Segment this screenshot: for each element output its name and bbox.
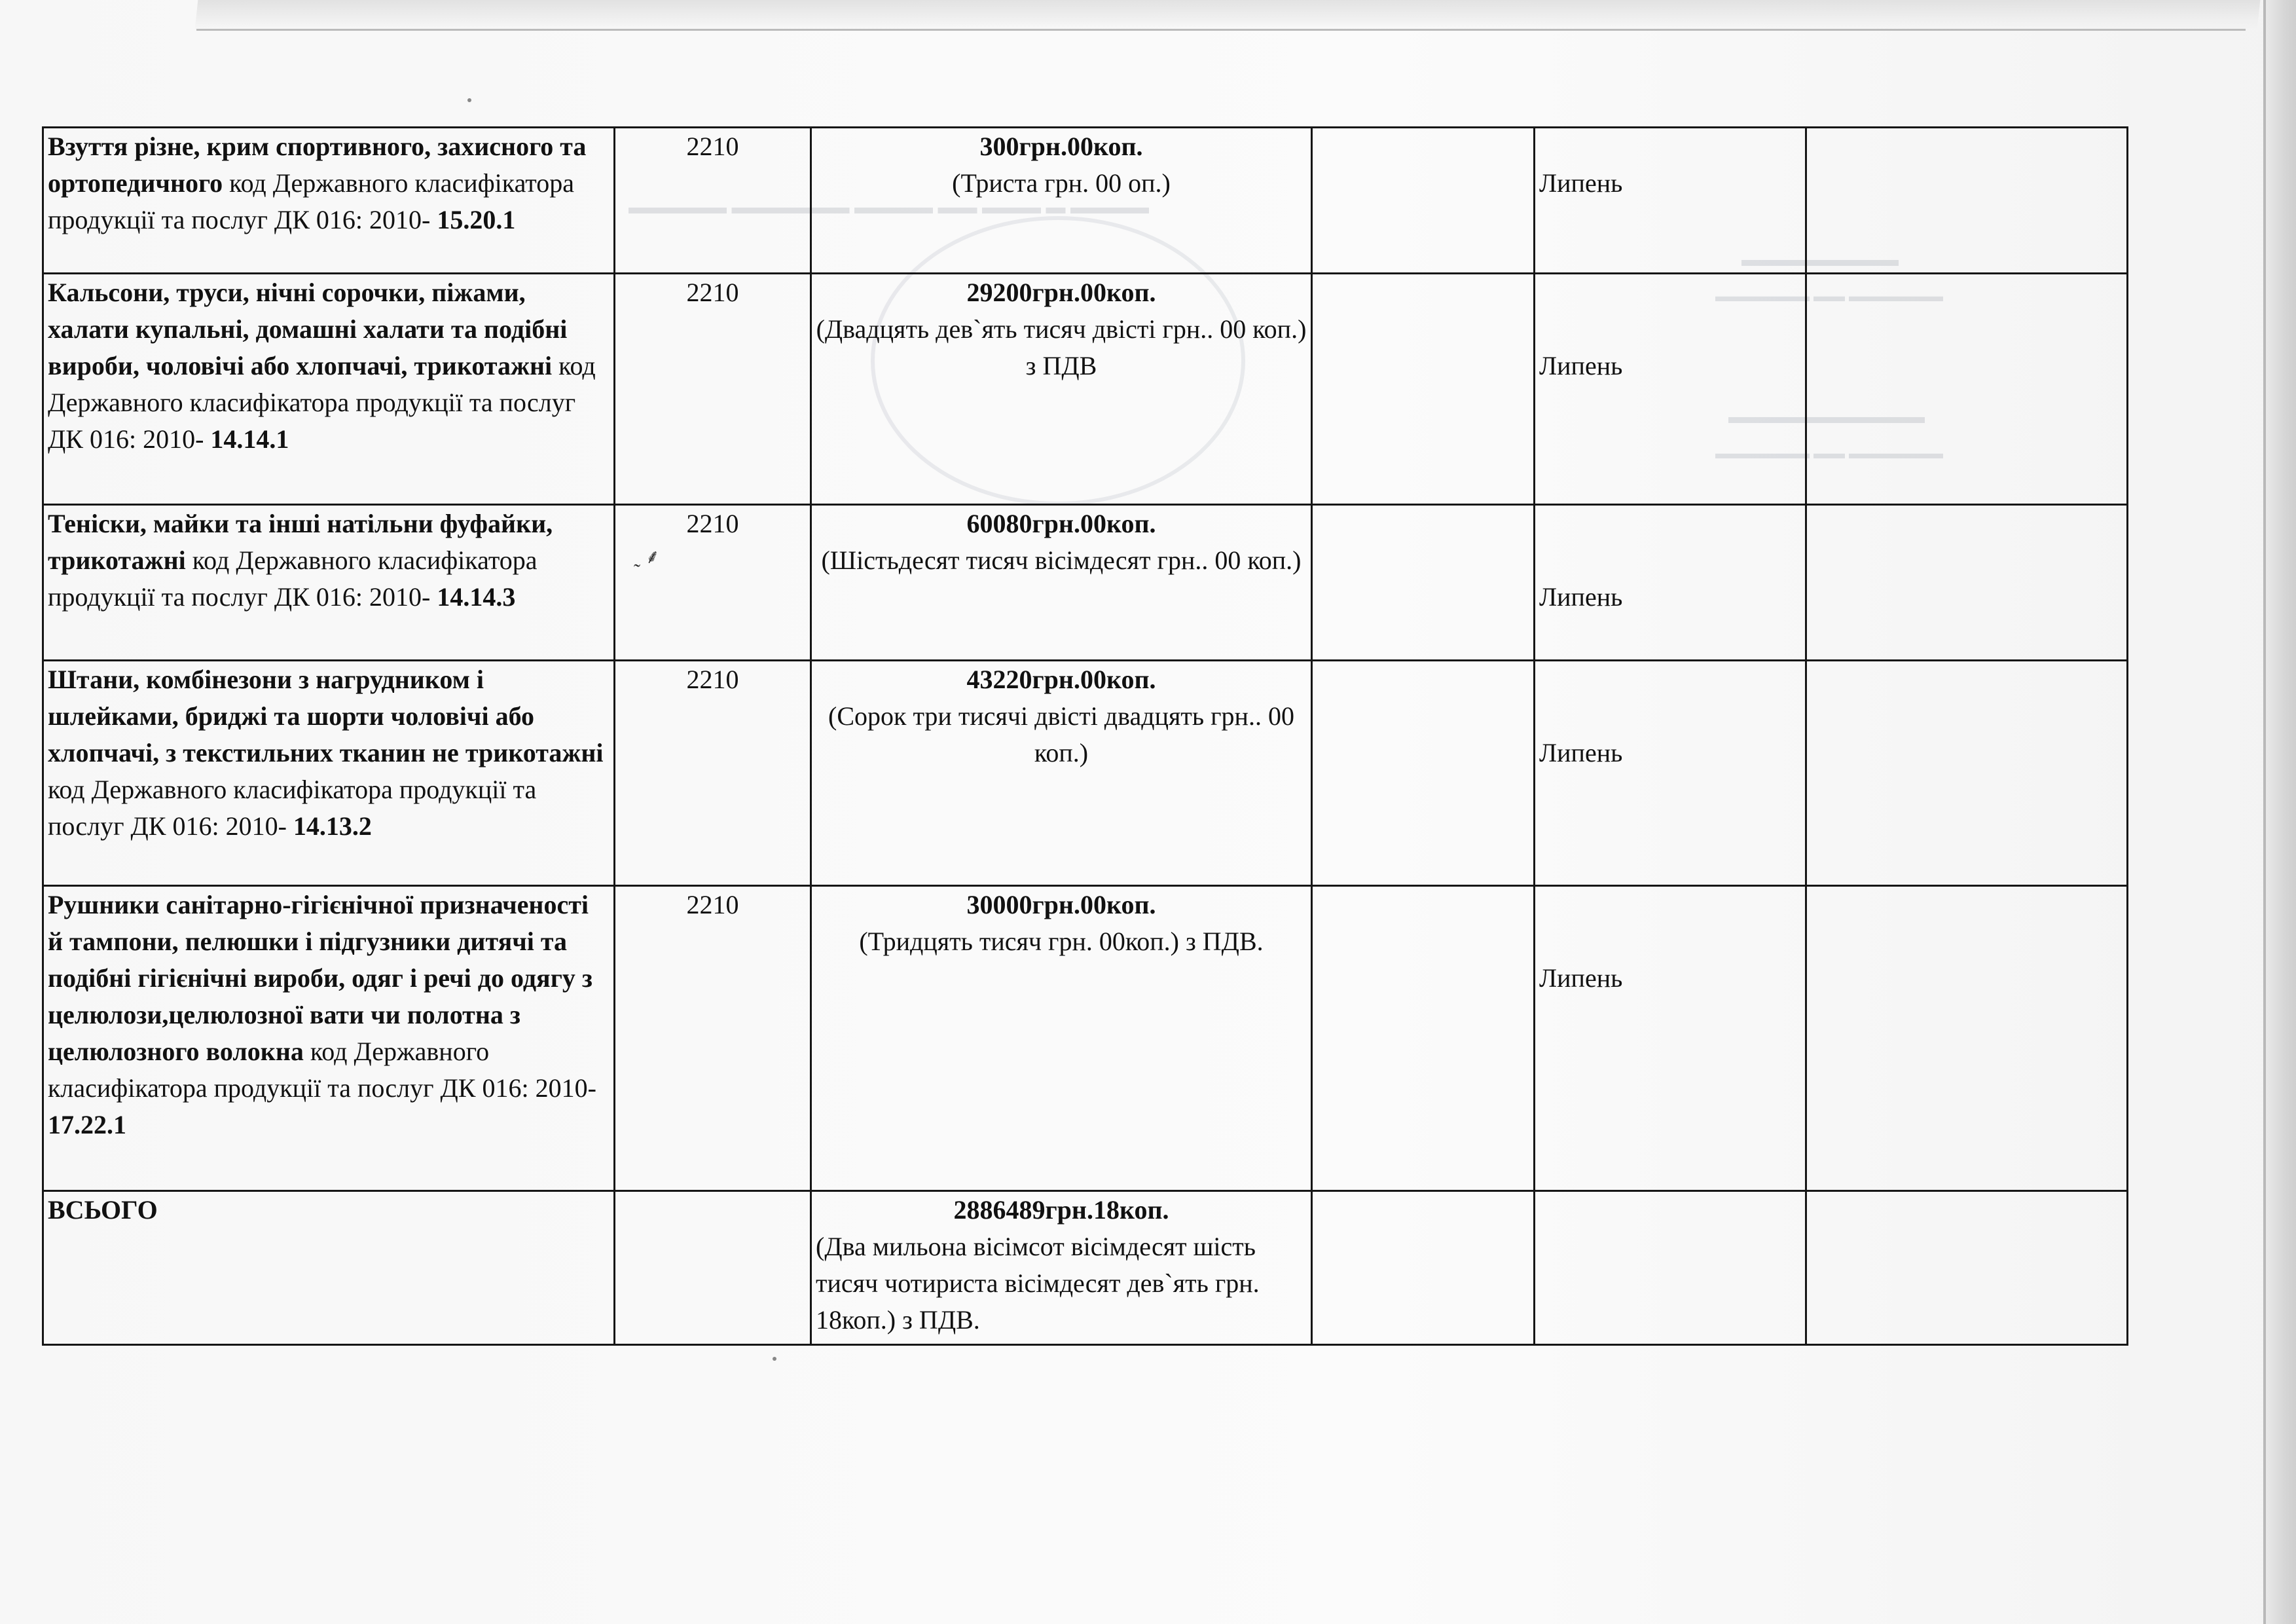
total-amount-cell [811, 1191, 1312, 1345]
empty-cell [615, 1191, 811, 1345]
empty-cell [1806, 886, 2128, 1191]
procurement-table [42, 126, 2128, 1346]
item-name-cell [43, 505, 615, 661]
amount-value: 43220грн.00коп. [966, 665, 1156, 694]
item-name-cell [43, 886, 615, 1191]
item-name-plain: код Державного класифікатора продукції та послуг ДК 016: 2010- [48, 168, 574, 234]
table-row [43, 128, 2128, 274]
item-name-plain: код Державного класифікатора продукції та послуг ДК 016: 2010- [48, 545, 538, 612]
kekv-cell: 2210 [615, 661, 811, 886]
bleed-through-text: ▬▬▬▬▬▬ ▬▬ ▬▬▬▬▬▬ [1715, 445, 1943, 462]
term-cell [1535, 886, 1806, 1191]
total-row [43, 1191, 2128, 1345]
term-value: Липень [1539, 351, 1623, 380]
empty-cell [1312, 886, 1535, 1191]
amount-words: (Триста грн. 00 оп.) [952, 168, 1171, 198]
ink-smudge: ˷ ⸙ [634, 546, 660, 568]
term-cell [1535, 274, 1806, 505]
total-label-cell [43, 1191, 615, 1345]
amount-value: 60080грн.00коп. [966, 509, 1156, 538]
item-code: 17.22.1 [48, 1110, 126, 1139]
kekv-cell: 2210 [615, 274, 811, 505]
empty-cell [1535, 1191, 1806, 1345]
empty-cell [1806, 274, 2128, 505]
table-row [43, 886, 2128, 1191]
bleed-through-text: ▬▬▬▬▬▬▬▬ [1741, 249, 1899, 270]
term-cell [1535, 505, 1806, 661]
kekv-cell: 2210 [615, 128, 811, 274]
amount-cell [811, 274, 1312, 505]
empty-cell [1806, 1191, 2128, 1345]
amount-cell [811, 886, 1312, 1191]
item-name-cell [43, 274, 615, 505]
empty-cell [1806, 128, 2128, 274]
bleed-through-text: ▬▬▬▬▬ ▬▬▬▬▬▬ ▬▬▬▬ ▬▬ ▬▬▬ ▬ ▬▬▬▬ [629, 196, 1149, 218]
kekv-cell: 2210 [615, 505, 811, 661]
item-name-cell [43, 661, 615, 886]
term-cell [1535, 128, 1806, 274]
item-code: 14.14.1 [210, 424, 289, 454]
amount-cell [811, 661, 1312, 886]
total-amount-words: (Два мильона вісімсот вісімдесят шість тисяч чотириста вісімдесят дев`ять грн. 18коп.) з ПДВ. [816, 1232, 1260, 1335]
item-code: 14.13.2 [293, 811, 372, 841]
page-fold-shadow [195, 0, 2261, 30]
empty-cell [1312, 505, 1535, 661]
item-name-plain: код Державного класифікатора продукції та послуг ДК 016: 2010- [48, 351, 596, 454]
empty-cell [1312, 1191, 1535, 1345]
amount-cell [811, 505, 1312, 661]
amount-value: 30000грн.00коп. [966, 890, 1156, 919]
item-name-plain: код Державного класифікатора продукції та послуг ДК 016: 2010- [48, 1037, 596, 1103]
empty-cell [1312, 661, 1535, 886]
item-name-cell [43, 128, 615, 274]
item-name-bold: Кальсони, труси, нічні сорочки, піжами, халати купальні, домашні халати та подібні вироби, чоловічі або хлопчачі, трикотажні [48, 278, 568, 380]
scan-speck [773, 1357, 776, 1361]
empty-cell [1312, 128, 1535, 274]
term-value: Липень [1539, 963, 1623, 993]
amount-words: (Шістьдесят тисяч вісімдесят грн.. 00 коп.) [821, 545, 1302, 575]
item-name-bold: Рушники санітарно-гігієнічної призначеності й тампони, пелюшки і підгузники дитячі та подібні гігієнічні вироби, одяг і речі до одягу з целюлози,целюлозної вати чи полотна з целюлозного волокна [48, 890, 592, 1066]
total-amount: 2886489грн.18коп. [953, 1195, 1169, 1225]
empty-cell [1806, 505, 2128, 661]
item-code: 14.14.3 [437, 582, 516, 612]
term-value: Липень [1539, 168, 1623, 198]
amount-words: (Тридцять тисяч грн. 00коп.) з ПДВ. [859, 927, 1264, 956]
page-edge-line [2263, 0, 2266, 1624]
term-value: Липень [1539, 582, 1623, 612]
table-row [43, 505, 2128, 661]
total-label: ВСЬОГО [48, 1195, 158, 1225]
amount-cell [811, 128, 1312, 274]
table-row [43, 661, 2128, 886]
scan-speck [467, 98, 471, 102]
item-code: 15.20.1 [437, 205, 516, 234]
term-value: Липень [1539, 738, 1623, 767]
table-row [43, 274, 2128, 505]
empty-cell [1806, 661, 2128, 886]
amount-words: (Двадцять дев`ять тисяч двісті грн.. 00 коп.) з ПДВ [816, 314, 1307, 380]
amount-value: 300грн.00коп. [979, 132, 1143, 161]
amount-value: 29200грн.00коп. [966, 278, 1156, 307]
kekv-cell: 2210 [615, 886, 811, 1191]
bleed-through-text: ▬▬▬▬▬▬ ▬▬ ▬▬▬▬▬▬ [1715, 288, 1943, 305]
empty-cell [1312, 274, 1535, 505]
item-name-bold: Теніски, майки та інші натільни фуфайки, трикотажні [48, 509, 553, 575]
amount-words: (Сорок три тисячі двісті двадцять грн.. 00 коп.) [828, 701, 1294, 767]
item-name-bold: Взуття різне, крим спортивного, захисного та ортопедичного [48, 132, 587, 198]
term-cell [1535, 661, 1806, 886]
page-edge-shadow [2266, 0, 2296, 1624]
item-name-plain: код Державного класифікатора продукції та послуг ДК 016: 2010- [48, 775, 537, 841]
item-name-bold: Штани, комбінезони з нагрудником і шлейками, бриджі та шорти чоловічі або хлопчачі, з текстильних тканин не трикотажні [48, 665, 604, 767]
bleed-through-text: ▬▬▬▬▬▬▬▬▬▬ [1728, 406, 1925, 428]
page-fold-edge [196, 29, 2246, 31]
